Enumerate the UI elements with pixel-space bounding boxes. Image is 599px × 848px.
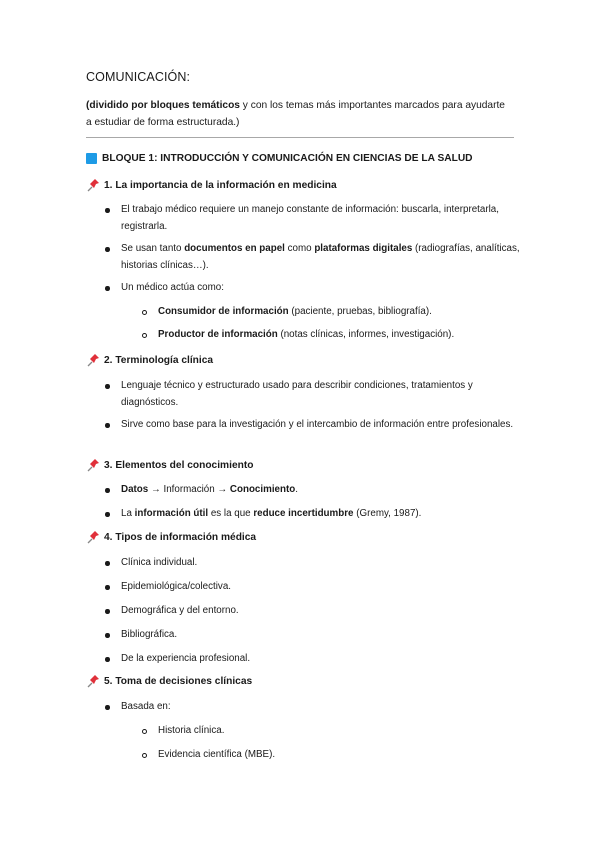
bullet-icon [105,657,110,662]
list-item-text: Lenguaje técnico y estructurado usado para describir condiciones, tratamientos y diagnósticos. [121,380,473,408]
section-1-heading [86,179,337,192]
list-item-text: Epidemiológica/colectiva. [121,581,231,592]
bold-run: Productor de información [158,329,278,340]
bold-run: reduce incertidumbre [253,508,354,519]
list-item [105,202,525,236]
bullet-icon [105,208,110,213]
bullet-icon [105,384,110,389]
section-4-title: 4. Tipos de información médica [104,532,257,543]
pushpin-icon [86,354,100,367]
bold-run: información útil [134,508,209,519]
list-item-text: Un médico actúa como: [121,282,224,293]
bold-run: Conocimiento [229,484,296,495]
pushpin-icon [86,459,100,472]
section-2-title: 2. Terminología clínica [104,355,214,366]
text-run: (Gremy, 1987). [353,508,422,519]
text-run: como [284,243,315,254]
list-item [105,378,525,412]
bullet-icon [105,247,110,252]
bullet-icon [105,633,110,638]
section-5-title: 5. Toma de decisiones clínicas [104,676,253,687]
section-2-heading [86,354,213,367]
section-5-heading [86,675,252,688]
circle-bullet-icon [142,753,147,758]
circle-bullet-icon [142,729,147,734]
bold-run: plataformas digitales [314,243,413,254]
list-item-text: Sirve como base para la investigación y el intercambio de información entre profesionales. [121,419,514,430]
bullet-icon [105,512,110,517]
bullet-icon [105,488,110,493]
list-item-text: Demográfica y del entorno. [121,605,239,616]
bullet-icon [105,286,110,291]
list-item-text: Evidencia científica (MBE). [158,749,276,760]
list-item-text: Clínica individual. [121,557,198,568]
text-run: es la que [208,508,254,519]
list-item-text [158,304,432,321]
list-item [105,280,525,297]
section-3-title: 3. Elementos del conocimiento [104,460,254,471]
text-run: (paciente, pruebas, bibliografía). [288,306,432,317]
text-run: Se usan tanto [121,243,185,254]
list-item-text: Historia clínica. [158,725,225,736]
intro-bold: (dividido por bloques temáticos [86,100,240,111]
pushpin-icon [86,531,100,544]
list-item-text: Basada en: [121,701,171,712]
intro-rest: y con los temas más importantes marcados para ayudarte a estudiar de forma estructurada.) [86,100,505,128]
text-run: → Información → [148,484,230,495]
section-3-heading [86,459,253,472]
blue-square-icon [86,153,97,164]
list-item [105,241,525,275]
list-item [105,417,525,451]
list-item-text [121,506,421,523]
section-4-heading [86,531,256,544]
pushpin-icon [86,179,100,192]
horizontal-rule [86,137,514,138]
intro-paragraph [86,97,506,131]
text-run: (radiografías, analíticas, historias clínicas…). [121,243,520,271]
text-run: La [121,508,135,519]
bullet-icon [105,561,110,566]
bullet-icon [105,609,110,614]
list-item-text [158,327,454,344]
text-run: . [295,484,298,495]
text-run: (notas clínicas, informes, investigación). [277,329,455,340]
list-item-text [121,482,298,499]
circle-bullet-icon [142,333,147,338]
bullet-icon [105,705,110,710]
list-item-text: De la experiencia profesional. [121,653,251,664]
page-title: COMUNICACIÓN: [86,70,191,84]
block-1-heading [86,153,473,164]
bullet-icon [105,423,110,428]
bullet-icon [105,585,110,590]
pushpin-icon [86,675,100,688]
list-item-text: El trabajo médico requiere un manejo constante de información: buscarla, interpretarla, registrarla. [121,204,499,232]
bold-run: documentos en papel [184,243,285,254]
bold-run: Datos [121,484,149,495]
bold-run: Consumidor de información [158,306,289,317]
section-1-title: 1. La importancia de la información en medicina [104,180,337,191]
block-1-title: BLOQUE 1: INTRODUCCIÓN Y COMUNICACIÓN EN CIENCIAS DE LA SALUD [102,153,473,164]
list-item-text [121,241,521,274]
list-item-text: Bibliográfica. [121,629,178,640]
circle-bullet-icon [142,310,147,315]
